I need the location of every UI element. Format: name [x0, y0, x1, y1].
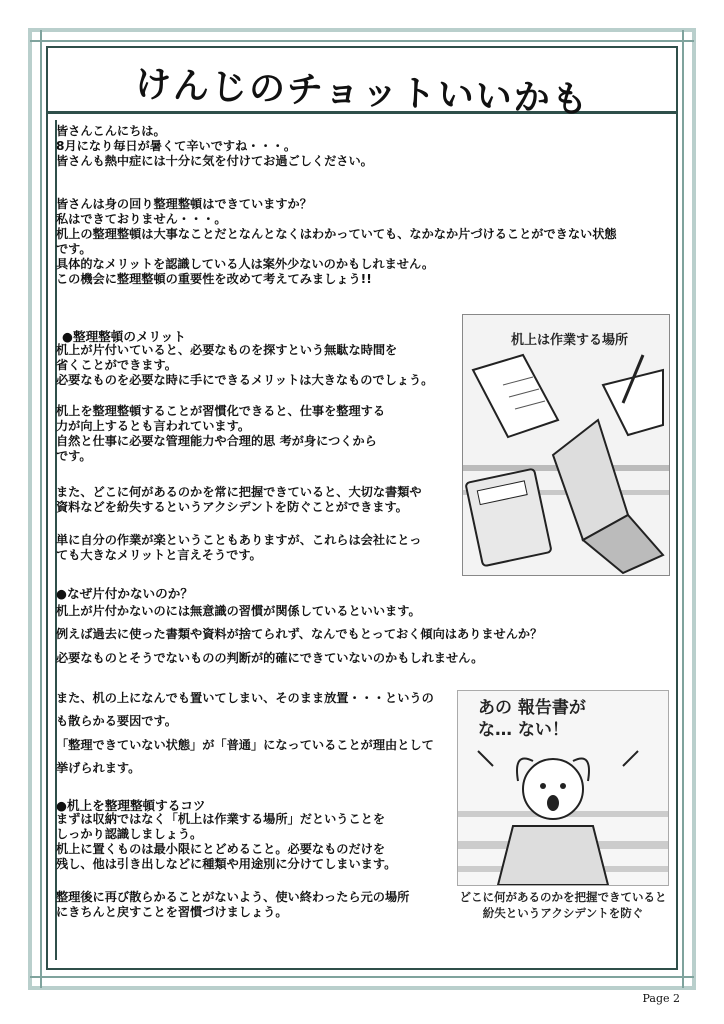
desk-illustration-caption: 机上は作業する場所	[511, 333, 629, 348]
why-line-3: 必要なものとそうでないものの判断が的確にできていないのかもしれません。	[56, 651, 484, 665]
merit-paragraph-2: 机上を整理整頓することが習慣化できると、仕事を整理する 力が向上するとも言われています。 自然と仕事に必要な管理能力や合理的思 考が身につくから です。	[56, 404, 386, 463]
tips-paragraph-1: まずは収納ではなく「机上は作業する場所」だということを しっかり認識しましょう。 机上に置くものは最小限にとどめること。必要なものだけを 残し、他は引き出しなどに種類や用途別に分けてしまいます。	[56, 812, 397, 871]
lost-report-caption: どこに何があるのかを把握できていると 紛失というアクシデントを防ぐ	[459, 890, 667, 920]
why-line-1: 机上が片付かないのには無意識の習慣が関係しているといいます。	[56, 604, 421, 618]
speech-bubble-text: あの 報告書が な… ない！	[478, 698, 586, 740]
merit-paragraph-1: 机上が片付いていると、必要なものを探すという無駄な時間を 省くことができます。 必要なものを必要な時に手にできるメリットは大きなものでしょう。	[56, 343, 434, 387]
lost-report-illustration	[457, 690, 669, 886]
notebook-icon	[473, 355, 558, 437]
merit-paragraph-3: また、どこに何があるのかを常に把握できていると、大切な書類や 資料などを紛失するというアクシデントを防ぐことができます。	[56, 485, 422, 514]
desk-drawing	[463, 315, 669, 575]
merit-paragraph-4: 単に自分の作業が楽ということもありますが、これらは会社にとっ ても大きなメリットと言えそうです。	[56, 533, 422, 562]
page-title: けんじのチョットいいかも	[133, 64, 590, 121]
tips-paragraph-2: 整理後に再び散らかることがないよう、使い終わったら元の場所 にきちんと戻すことを習慣づけましょう。	[56, 890, 410, 919]
calculator-icon	[465, 469, 551, 567]
why-line-6: 「整理できていない状態」が「普通」になっていることが理由として	[56, 738, 434, 752]
why-line-7: 挙げられます。	[56, 761, 141, 775]
frame-line	[30, 976, 694, 978]
desk-illustration	[462, 314, 670, 576]
why-heading: ●なぜ片付かないのか？	[56, 586, 193, 601]
why-line-5: も散らかる要因です。	[56, 714, 177, 728]
page-number: Page 2	[642, 992, 680, 1005]
merit-heading: ●整理整頓のメリット	[62, 329, 186, 344]
intro-text: 皆さんこんにちは。 8月になり毎日が暑くて辛いですね・・・。 皆さんも熱中症には十分に気を付けてお過ごしください。	[56, 124, 373, 168]
tips-heading: ●机上を整理整頓するコツ	[56, 798, 206, 813]
why-line-4: また、机の上になんでも置いてしまい、そのまま放置・・・というの	[56, 691, 434, 705]
why-line-2: 例えば過去に使った書類や資料が捨てられず、なんでもとっておく傾向はありませんか？	[56, 627, 543, 641]
title-box	[48, 48, 676, 121]
frame-line	[30, 40, 694, 42]
frame-line	[40, 30, 42, 988]
question-text: 皆さんは身の回り整理整頓はできていますか？ 私はできておりません・・・。 机上の整理整頓は大事なことだとなんとなくはわかっていても、なかなか片づけることができない状態 です。 具体的なメリットを認識している人は案外少ないのかもしれません。 この機会に整理整頓の重要性を改めて考えてみましょう!!	[56, 197, 617, 286]
frame-line	[682, 30, 684, 988]
